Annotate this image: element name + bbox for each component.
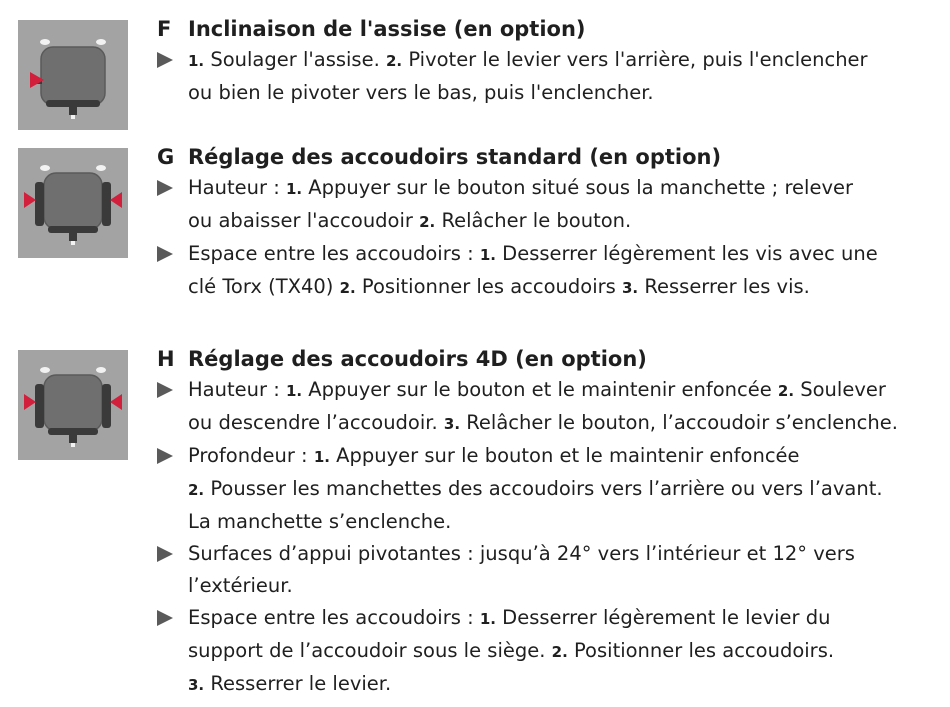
bullet-arrow-icon xyxy=(157,448,173,464)
instruction-line xyxy=(188,238,940,271)
instruction-text: Soulager l'assise. xyxy=(204,48,386,71)
instruction-line xyxy=(188,635,940,668)
armrest-standard-icon xyxy=(18,148,128,258)
instruction-text: Hauteur : xyxy=(188,176,286,199)
instruction-text: Espace entre les accoudoirs : xyxy=(188,606,480,629)
instruction-line xyxy=(188,374,940,407)
instruction-text: Profondeur : xyxy=(188,444,314,467)
instruction-line xyxy=(188,271,940,304)
instruction-line xyxy=(188,538,940,570)
instruction-line xyxy=(188,668,940,701)
instruction-line xyxy=(188,172,940,205)
instruction-text: Espace entre les accoudoirs : xyxy=(188,242,480,265)
instruction-line xyxy=(188,77,940,109)
instruction-item xyxy=(157,238,940,304)
instruction-text: ou abaisser l'accoudoir xyxy=(188,209,420,232)
instruction-text: Soulever xyxy=(794,378,886,401)
section-letter: G xyxy=(157,145,175,169)
section-title: Inclinaison de l'assise (en option) xyxy=(188,17,586,41)
section-heading xyxy=(157,14,940,44)
section-letter: H xyxy=(157,347,175,371)
instruction-item xyxy=(157,538,940,602)
bullet-arrow-icon xyxy=(157,180,173,196)
instruction-text: Hauteur : xyxy=(188,378,286,401)
step-number: 1. xyxy=(285,382,303,400)
step-number: 2. xyxy=(188,481,205,499)
instruction-text: Surfaces d’appui pivotantes : jusqu’à 24° vers l’intérieur et 12° vers xyxy=(188,542,855,565)
instruction-text: La manchette s’enclenche. xyxy=(188,510,452,533)
instruction-text: Pivoter le levier vers l'arrière, puis l'enclencher xyxy=(402,48,868,71)
instruction-item xyxy=(157,374,940,440)
step-number: 3. xyxy=(188,676,205,694)
step-number: 1. xyxy=(313,448,330,466)
instruction-text: Resserrer le levier. xyxy=(204,672,392,695)
instruction-text: Desserrer légèrement les vis avec une xyxy=(495,242,878,265)
instruction-text: Appuyer sur le bouton situé sous la manchette ; relever xyxy=(302,176,854,199)
instruction-text: ou bien le pivoter vers le bas, puis l'enclencher. xyxy=(188,81,654,104)
instruction-line xyxy=(188,205,940,238)
seat-tilt-icon xyxy=(18,20,128,130)
instruction-text: ou descendre l’accoudoir. xyxy=(188,411,444,434)
section-title: Réglage des accoudoirs 4D (en option) xyxy=(188,347,647,371)
instruction-item xyxy=(157,172,940,238)
step-number: 2. xyxy=(419,213,436,231)
instruction-text: Positionner les accoudoirs. xyxy=(567,639,835,662)
instruction-line xyxy=(188,407,940,440)
section-g xyxy=(157,142,940,304)
instruction-text: l’extérieur. xyxy=(188,574,293,597)
step-number: 2. xyxy=(385,52,403,70)
bullet-arrow-icon xyxy=(157,246,173,262)
instruction-item xyxy=(157,440,940,538)
bullet-arrow-icon xyxy=(157,382,173,398)
section-title: Réglage des accoudoirs standard (en option) xyxy=(188,145,722,169)
step-number: 1. xyxy=(188,52,205,70)
step-number: 2. xyxy=(551,643,568,661)
instruction-text: Desserrer légèrement le levier du xyxy=(495,606,831,629)
bullet-arrow-icon xyxy=(157,610,173,626)
step-number: 1. xyxy=(285,180,303,198)
instruction-line xyxy=(188,440,940,473)
section-heading xyxy=(157,344,940,374)
instruction-text: Positionner les accoudoirs xyxy=(355,275,622,298)
armrest-4d-icon xyxy=(18,350,128,460)
step-number: 1. xyxy=(479,610,496,628)
instruction-line xyxy=(188,570,940,602)
section-f xyxy=(157,14,940,109)
step-number: 3. xyxy=(443,415,461,433)
step-number: 1. xyxy=(479,246,496,264)
instruction-line xyxy=(188,473,940,506)
instruction-text: clé Torx (TX40) xyxy=(188,275,340,298)
section-heading xyxy=(157,142,940,172)
instruction-line xyxy=(188,44,940,77)
step-number: 2. xyxy=(777,382,795,400)
step-number: 3. xyxy=(621,279,639,297)
step-number: 2. xyxy=(339,279,356,297)
instruction-text: Appuyer sur le bouton et le maintenir enfoncée xyxy=(329,444,800,467)
instruction-item xyxy=(157,602,940,701)
instruction-text: Pousser les manchettes des accoudoirs vers l’arrière ou vers l’avant. xyxy=(204,477,883,500)
section-h xyxy=(157,344,940,701)
instruction-line xyxy=(188,602,940,635)
section-letter: F xyxy=(157,17,172,41)
instruction-item xyxy=(157,44,940,109)
bullet-arrow-icon xyxy=(157,546,173,562)
instruction-text: Resserrer les vis. xyxy=(638,275,810,298)
instruction-text: Relâcher le bouton. xyxy=(435,209,632,232)
instruction-text: Relâcher le bouton, l’accoudoir s’enclenche. xyxy=(460,411,898,434)
instruction-text: Appuyer sur le bouton et le maintenir enfoncée xyxy=(302,378,778,401)
bullet-arrow-icon xyxy=(157,52,173,68)
instruction-line xyxy=(188,506,940,538)
instruction-text: support de l’accoudoir sous le siège. xyxy=(188,639,552,662)
